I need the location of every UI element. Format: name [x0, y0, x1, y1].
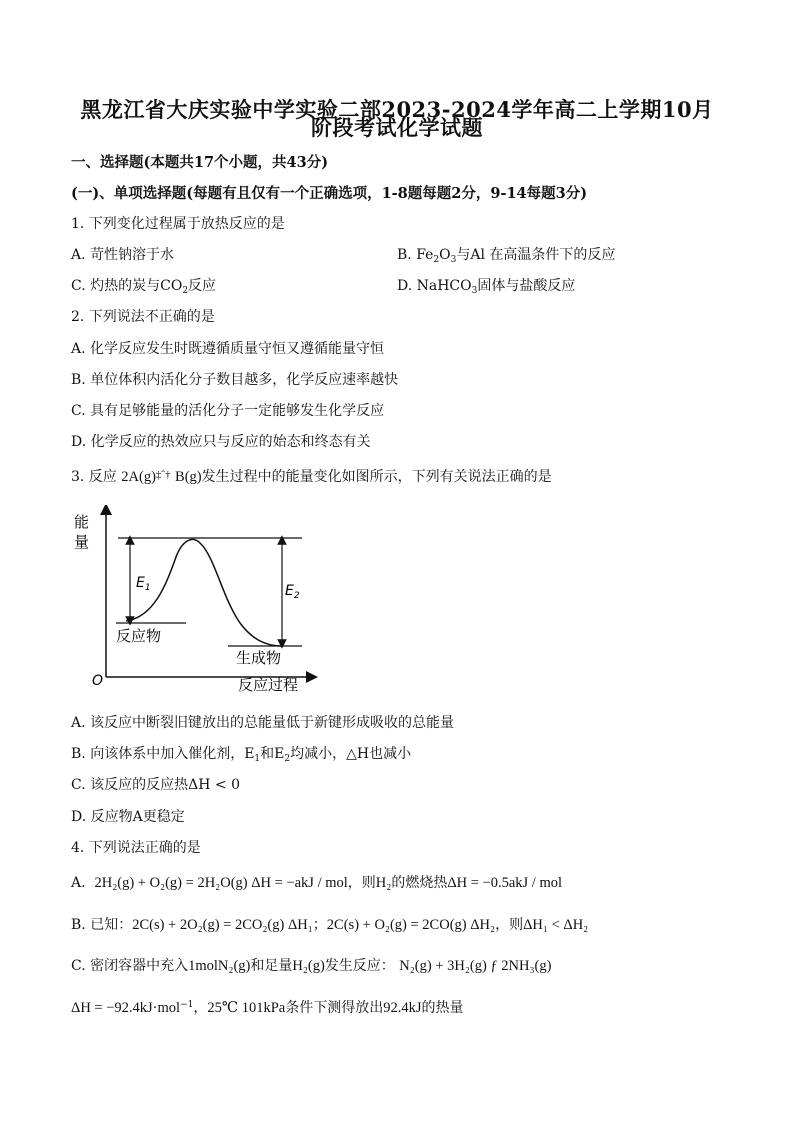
origin-label: O — [92, 673, 104, 689]
reactant-label: 反应物 — [116, 627, 162, 645]
q3-option-d: D. 反应物A更稳定 — [71, 809, 185, 825]
q2-option-c: C. 具有足够能量的活化分子一定能够发生化学反应 — [71, 403, 385, 419]
q3-option-b: B. 向该体系中加入催化剂，$E_1$和$E_2$均减小，△H也减小 — [71, 746, 412, 764]
q3-stem: 3. 反应 $2A(g)^{\ddagger ˆ\dagger}$ B(g)发生过程中的能量变化如图所示，下列有关说法正确的是 — [71, 469, 552, 485]
q1-stem: 1. 下列变化过程属于放热反应的是 — [71, 216, 285, 232]
q1-option-b: B. $Fe_2O_3$与Al 在高温条件下的反应 — [397, 247, 616, 265]
x-axis-label: 反应过程 — [238, 676, 299, 694]
y-axis-label-1: 能 — [74, 513, 90, 531]
q4-stem: 4. 下列说法正确的是 — [71, 840, 201, 856]
q2-option-d: D. 化学反应的热效应只与反应的始态和终态有关 — [71, 434, 371, 450]
section-subheading: (一)、单项选择题(每题有且仅有一个正确选项，1-8题每题2分，9-14每题3分) — [71, 185, 588, 202]
product-label: 生成物 — [236, 649, 282, 667]
page-title: 黑龙江省大庆实验中学实验二部2023-2024学年高二上学期10月 — [80, 97, 714, 122]
q1-option-a: A. 苛性钠溶于水 — [71, 247, 175, 263]
q3-option-c: C. 该反应的反应热ΔH < 0 — [71, 777, 240, 793]
q4-option-c: C. 密闭容器中充入1molN₂(g)和足量H₂(g)发生反应： N₂(g) + 3H₂(g) ƒ 2NH₃(g) — [71, 958, 552, 974]
q3-option-a: A. 该反应中断裂旧键放出的总能量低于新键形成吸收的总能量 — [71, 715, 455, 731]
y-axis-label-2: 量 — [74, 533, 90, 551]
q2-stem: 2. 下列说法不正确的是 — [71, 309, 215, 325]
q2-option-b: B. 单位体积内活化分子数目越多，化学反应速率越快 — [71, 372, 399, 388]
q4-option-c-continued: ΔH = −92.4kJ·mol$^{-1}$，25℃ 101kPa条件下测得放出92.4kJ的热量 — [71, 1000, 464, 1016]
q1-option-d: D. NaHCO$_3$固体与盐酸反应 — [397, 278, 576, 296]
q1-option-c: C. 灼热的炭与$CO_2$反应 — [71, 278, 217, 296]
section-heading: 一、选择题(本题共17个小题，共43分) — [71, 154, 329, 171]
energy-diagram — [70, 505, 320, 695]
q4-option-b: B. 已知：2C(s) + 2O₂(g) = 2CO₂(g) ΔH₁；2C(s) + O₂(g) = 2CO(g) ΔH₂，则ΔH₁ < ΔH₂ — [71, 917, 589, 933]
q4-option-a: A. 2H₂(g) + O₂(g) = 2H₂O(g) ΔH = −akJ / mol，则H₂的燃烧热ΔH = −0.5akJ / mol — [71, 875, 563, 891]
page-subtitle: 阶段考试化学试题 — [311, 115, 483, 140]
e2-label: $E_2$ — [285, 583, 300, 601]
e1-label: $E_1$ — [136, 575, 151, 593]
q2-option-a: A. 化学反应发生时既遵循质量守恒又遵循能量守恒 — [71, 341, 385, 357]
